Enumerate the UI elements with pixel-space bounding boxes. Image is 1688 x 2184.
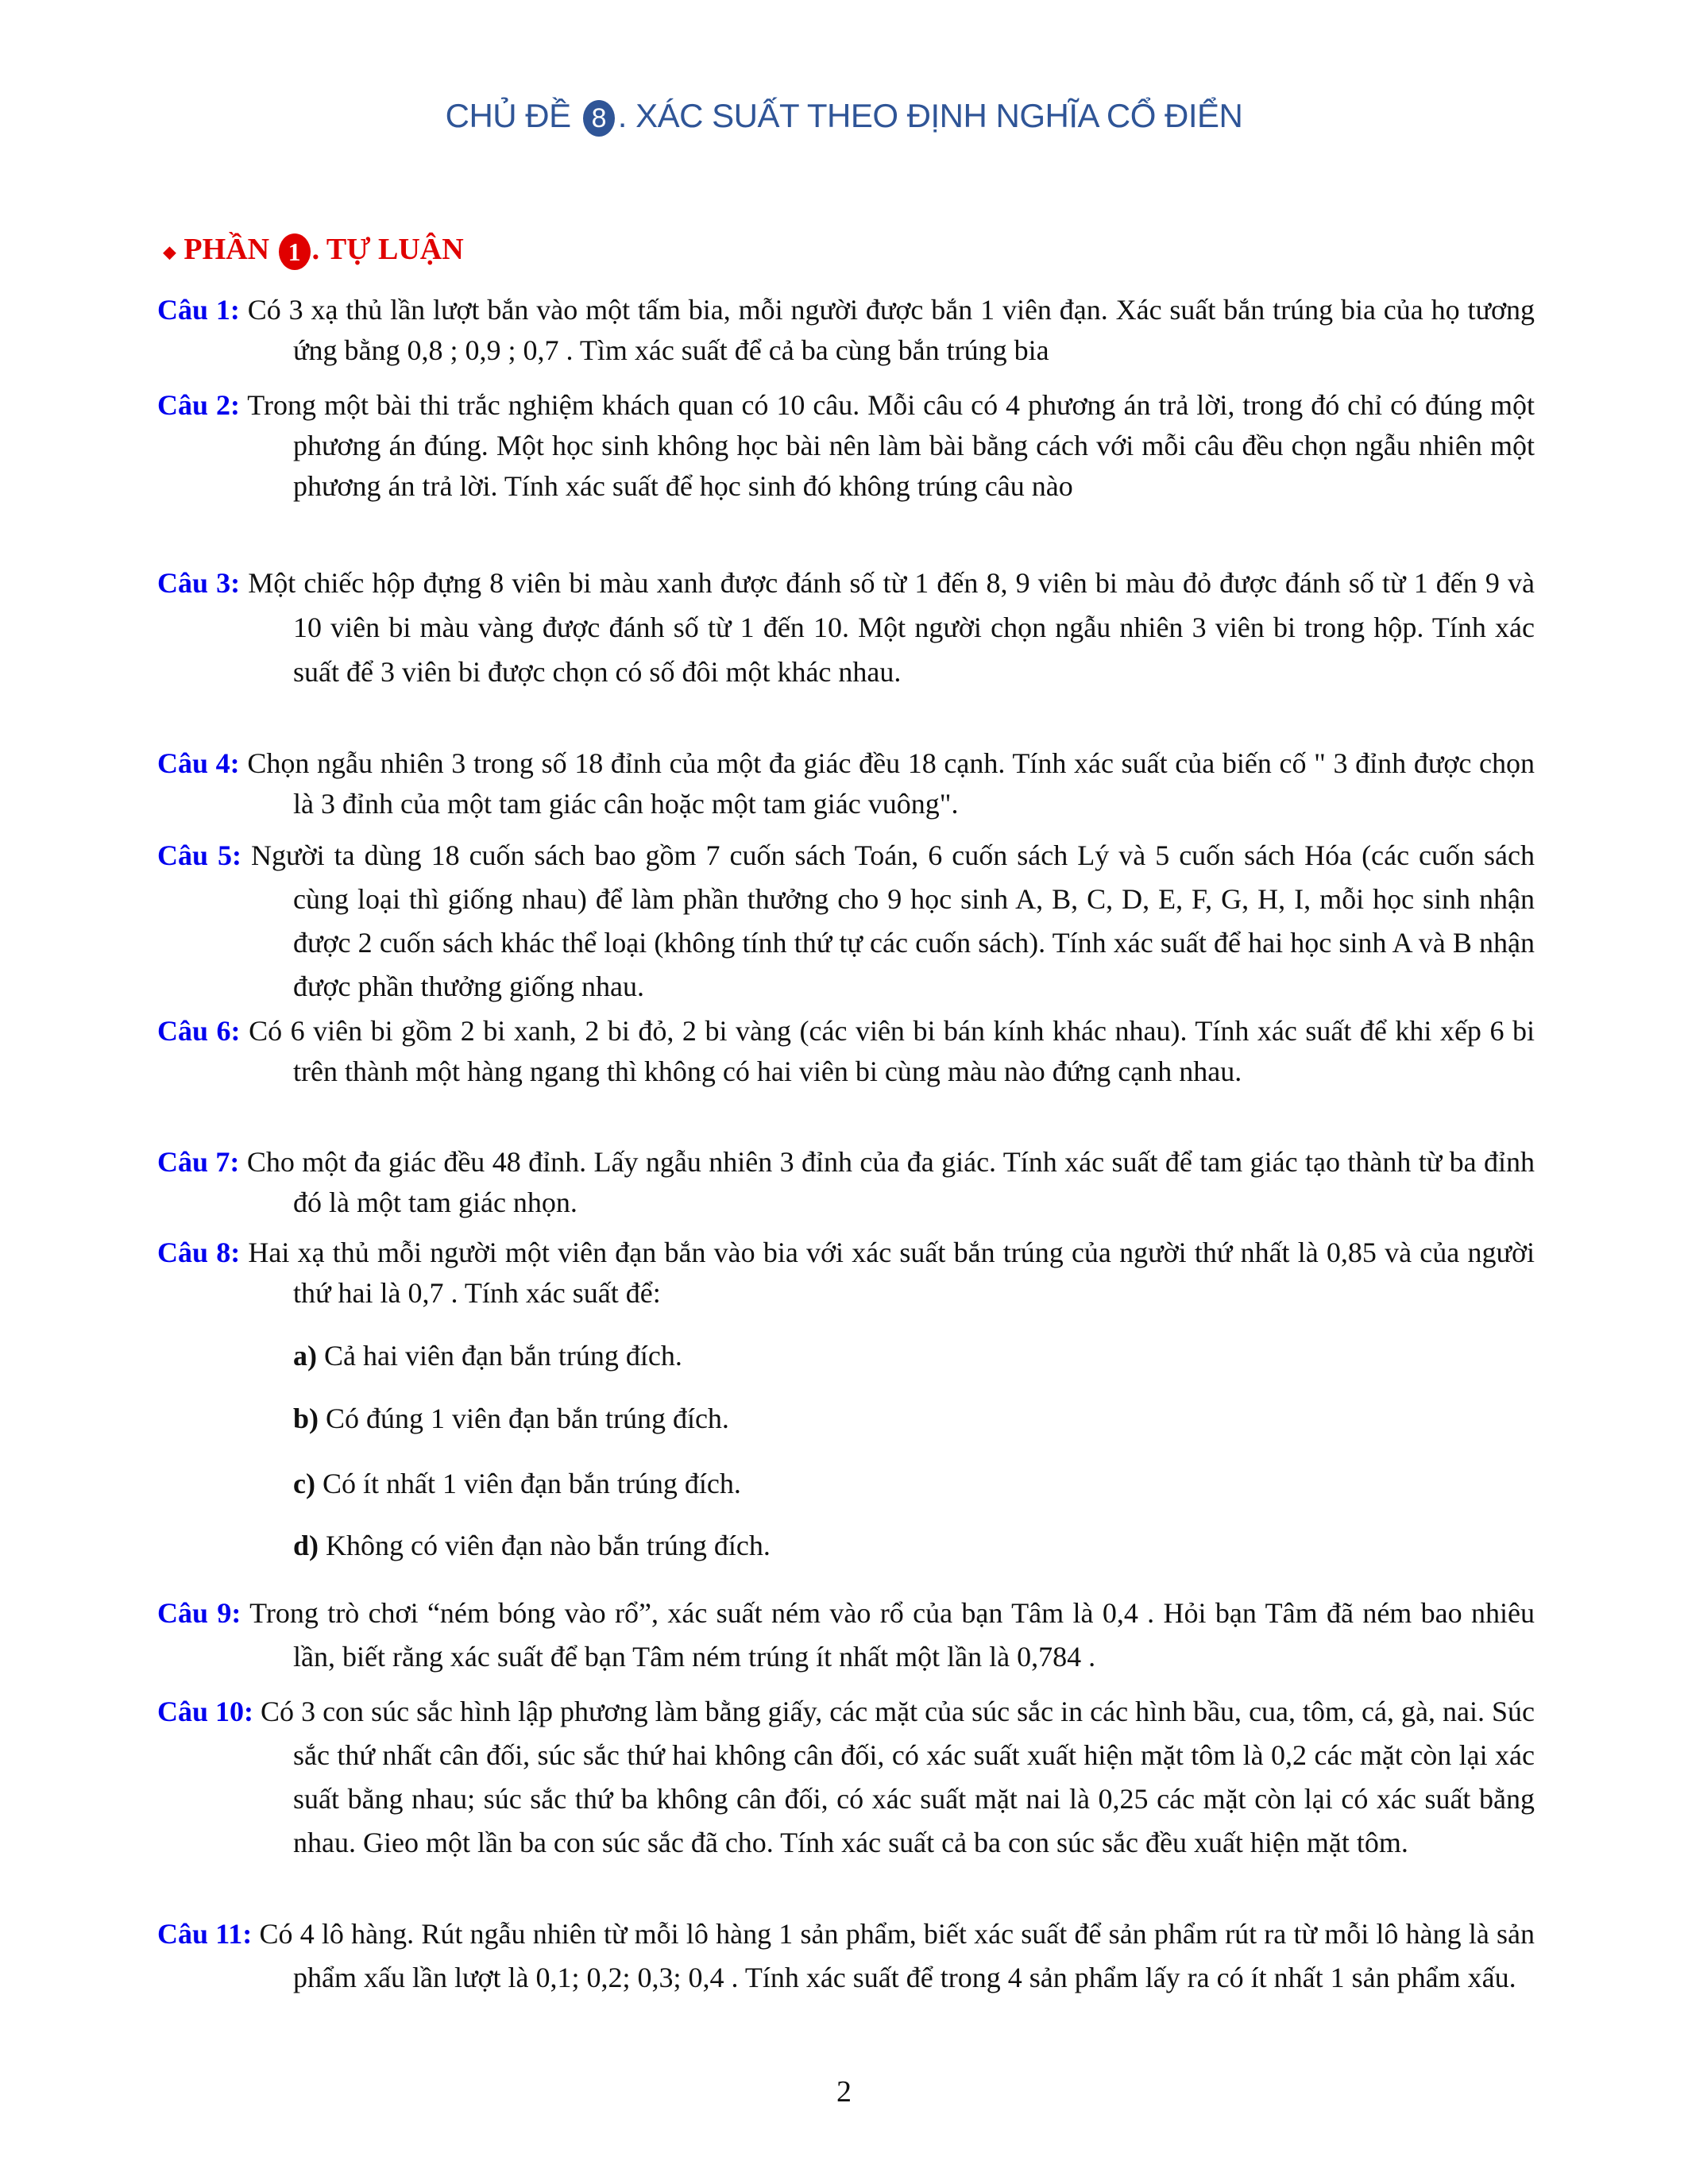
question-4 <box>157 743 1535 824</box>
q8-item-b <box>293 1399 729 1439</box>
question-8 <box>157 1233 1535 1314</box>
q8-item-a <box>293 1336 682 1376</box>
item-text: Có đúng 1 viên đạn bắn trúng đích. <box>326 1403 729 1434</box>
topic-prefix: CHỦ ĐỀ <box>445 97 571 134</box>
question-text: Một chiếc hộp đựng 8 viên bi màu xanh được đánh số từ 1 đến 8, 9 viên bi màu đỏ được đánh số từ 1 đến 9 và 10 viên bi màu vàng được đánh số từ 1 đến 10. Một người chọn ngẫu nhiên 3 viên bi trong hộp. Tính xác suất để 3 viên bi được chọn có số đôi một khác nhau. <box>248 567 1535 688</box>
question-text: Người ta dùng 18 cuốn sách bao gồm 7 cuốn sách Toán, 6 cuốn sách Lý và 5 cuốn sách Hóa (các cuốn sách cùng loại thì giống nhau) để làm phần thưởng cho 9 học sinh A, B, C, D, E, F, G, H, I, mỗi học sinh nhận được 2 cuốn sách khác thể loại (không tính thứ tự các cuốn sách). Tính xác suất để hai học sinh A và B nhận được phần thưởng giống nhau. <box>251 839 1535 1002</box>
item-label: a) <box>293 1340 317 1372</box>
question-3 <box>157 561 1535 694</box>
question-label: Câu 1: <box>157 294 240 326</box>
item-label: d) <box>293 1530 319 1561</box>
topic-number-badge: 8 <box>583 100 615 137</box>
question-label: Câu 10: <box>157 1696 254 1727</box>
question-1 <box>157 290 1535 371</box>
item-label: b) <box>293 1403 319 1434</box>
question-label: Câu 7: <box>157 1146 240 1178</box>
part-prefix: PHẦN <box>183 233 270 266</box>
part-number-badge: 1 <box>279 233 311 270</box>
item-label: c) <box>293 1468 315 1499</box>
item-text: Có ít nhất 1 viên đạn bắn trúng đích. <box>322 1468 741 1499</box>
question-label: Câu 6: <box>157 1015 241 1047</box>
question-text: Trong một bài thi trắc nghiệm khách quan có 10 câu. Mỗi câu có 4 phương án trả lời, trong đó chỉ có đúng một phương án đúng. Một học sinh không học bài nên làm bài bằng cách với mỗi câu đều chọn ngẫu nhiên một phương án trả lời. Tính xác suất để học sinh đó không trúng câu nào <box>247 389 1535 502</box>
question-6 <box>157 1011 1535 1092</box>
part-text: . TỰ LUẬN <box>311 233 464 266</box>
question-text: Trong trò chơi “ném bóng vào rổ”, xác suất ném vào rổ của bạn Tâm là 0,4 . Hỏi bạn Tâm đã ném bao nhiêu lần, biết rằng xác suất để bạn Tâm ném trúng ít nhất một lần là 0,784 . <box>249 1597 1535 1673</box>
item-text: Cả hai viên đạn bắn trúng đích. <box>324 1340 682 1372</box>
topic-title <box>0 97 1688 137</box>
question-text: Có 3 con súc sắc hình lập phương làm bằng giấy, các mặt của súc sắc in các hình bầu, cua, tôm, cá, gà, nai. Súc sắc thứ nhất cân đối, súc sắc thứ hai không cân đối, có xác suất xuất hiện mặt tôm là 0,2 các mặt còn lại xác suất bằng nhau; súc sắc thứ ba không cân đối, có xác suất mặt nai là 0,25 các mặt còn lại có xác suất bằng nhau. Gieo một lần ba con súc sắc đã cho. Tính xác suất cả ba con súc sắc đều xuất hiện mặt tôm. <box>261 1696 1535 1858</box>
q8-item-c <box>293 1464 741 1504</box>
question-5 <box>157 834 1535 1009</box>
topic-text: . XÁC SUẤT THEO ĐỊNH NGHĨA CỔ ĐIỂN <box>617 97 1243 134</box>
question-text: Có 3 xạ thủ lần lượt bắn vào một tấm bia, mỗi người được bắn 1 viên đạn. Xác suất bắn trúng bia của họ tương ứng bằng 0,8 ; 0,9 ; 0,7 . Tìm xác suất để cả ba cùng bắn trúng bia <box>247 294 1535 366</box>
diamond-bullet-icon: ◆ <box>163 241 176 262</box>
question-text: Có 6 viên bi gồm 2 bi xanh, 2 bi đỏ, 2 bi vàng (các viên bi bán kính khác nhau). Tính xác suất để khi xếp 6 bi trên thành một hàng ngang thì không có hai viên bi cùng màu nào đứng cạnh nhau. <box>249 1015 1535 1087</box>
question-text: Có 4 lô hàng. Rút ngẫu nhiên từ mỗi lô hàng 1 sản phẩm, biết xác suất để sản phẩm rút ra từ mỗi lô hàng là sản phẩm xấu lần lượt là 0,1; 0,2; 0,3; 0,4 . Tính xác suất để trong 4 sản phẩm lấy ra có ít nhất 1 sản phẩm xấu. <box>259 1918 1535 1993</box>
question-label: Câu 3: <box>157 567 241 599</box>
question-label: Câu 11: <box>157 1918 253 1950</box>
question-text: Cho một đa giác đều 48 đỉnh. Lấy ngẫu nhiên 3 đỉnh của đa giác. Tính xác suất để tam giác tạo thành từ ba đỉnh đó là một tam giác nhọn. <box>246 1146 1535 1218</box>
question-10 <box>157 1690 1535 1865</box>
q8-item-d <box>293 1526 771 1566</box>
question-text: Chọn ngẫu nhiên 3 trong số 18 đỉnh của một đa giác đều 18 cạnh. Tính xác suất của biến cố " 3 đỉnh được chọn là 3 đỉnh của một tam giác cân hoặc một tam giác vuông". <box>247 747 1535 820</box>
question-label: Câu 9: <box>157 1597 241 1629</box>
question-9 <box>157 1592 1535 1679</box>
question-11 <box>157 1912 1535 2000</box>
question-label: Câu 5: <box>157 839 242 871</box>
question-label: Câu 4: <box>157 747 240 779</box>
part-heading <box>163 232 464 270</box>
question-text: Hai xạ thủ mỗi người một viên đạn bắn vào bia với xác suất bắn trúng của người thứ nhất là 0,85 và của người thứ hai là 0,7 . Tính xác suất để: <box>248 1237 1535 1309</box>
item-text: Không có viên đạn nào bắn trúng đích. <box>326 1530 771 1561</box>
question-7 <box>157 1142 1535 1223</box>
question-label: Câu 2: <box>157 389 240 421</box>
question-2 <box>157 385 1535 507</box>
page-number: 2 <box>836 2075 852 2109</box>
question-label: Câu 8: <box>157 1237 241 1268</box>
